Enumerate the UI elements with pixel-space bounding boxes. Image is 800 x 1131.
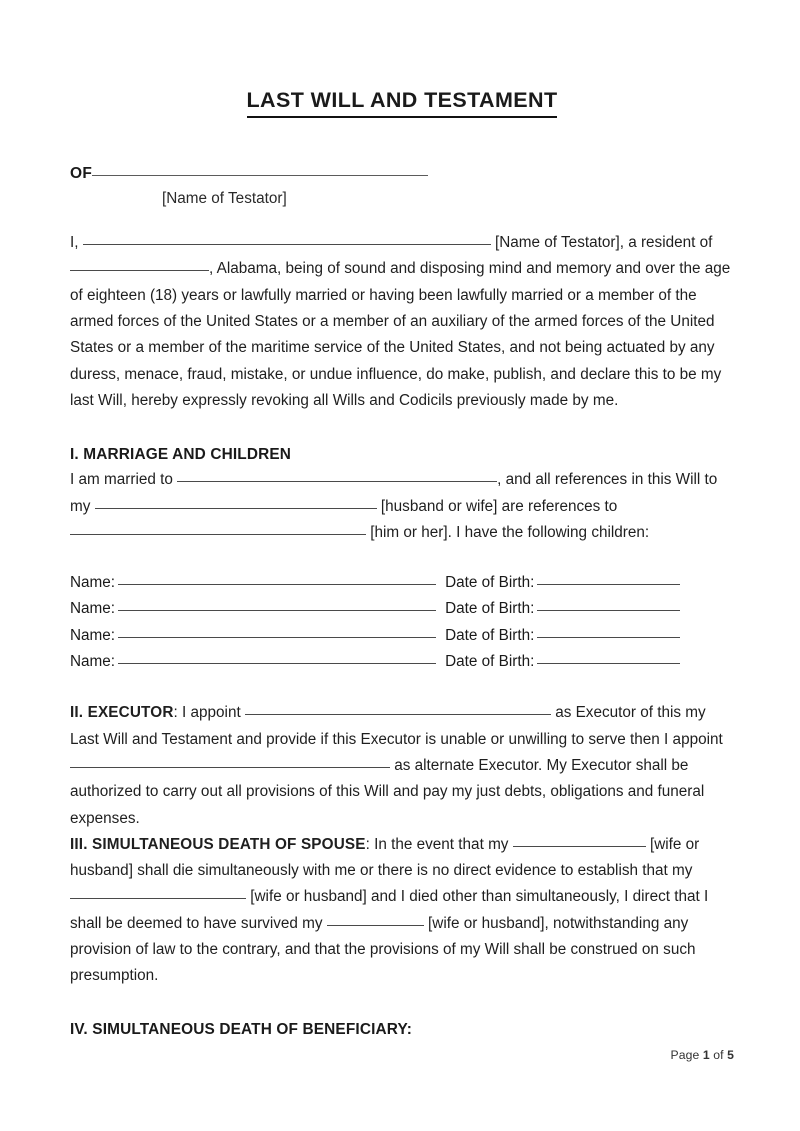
executor-name-blank[interactable]	[245, 701, 551, 715]
intro-part-1: I,	[70, 234, 83, 252]
child-name-label: Name:	[70, 626, 116, 644]
child-name-label: Name:	[70, 574, 116, 592]
section-heading-executor: II. EXECUTOR	[70, 704, 174, 722]
spouse-death-part-1: In the event that my	[374, 835, 513, 853]
spouse-name-blank[interactable]	[177, 468, 497, 482]
child-dob-blank[interactable]	[537, 571, 680, 585]
executor-part-2: as Executor of this my Last Will and Testament and provide if this Executor is unable or unwilling to serve then I appoint	[70, 704, 723, 748]
section-heading-simultaneous-death-of-spouse: III. SIMULTANEOUS DEATH OF SPOUSE	[70, 835, 366, 853]
intro-paragraph	[70, 230, 734, 414]
children-list	[70, 570, 734, 675]
testator-of-row	[70, 164, 734, 183]
footer-prefix: Page	[670, 1048, 703, 1062]
section-heading-marriage-and-children: I. MARRIAGE AND CHILDREN	[70, 446, 292, 464]
marriage-part-3: [husband or wife] are references to	[376, 497, 618, 515]
section-heading-simultaneous-death-of-beneficiary: IV. SIMULTANEOUS DEATH OF BENEFICIARY:	[70, 1020, 413, 1038]
intro-part-2: [Name of Testator], a resident of	[490, 234, 713, 252]
child-name-blank[interactable]	[118, 597, 436, 611]
child-name-blank[interactable]	[118, 571, 436, 585]
marriage-part-4: [him or her]. I have the following children:	[366, 523, 650, 541]
child-name-label: Name:	[70, 653, 116, 671]
child-dob-label: Date of Birth:	[445, 653, 535, 671]
testator-name-blank[interactable]	[92, 175, 428, 176]
intro-part-3: , Alabama, being of sound and disposing mind and memory and over the age of eighteen (18) years or lawfully married or having been lawfully married or a member of the armed forces of the United States or a member of an auxiliary of the armed forces of the United States or a member of the maritime service of the United States, and not being actuated by any duress, menace, fraud, mistake, or undue influence, do make, publish, and declare this to be my last Will, hereby expressly revoking all Wills and Codicils previously made by me.	[70, 260, 731, 409]
executor-part-1: I appoint	[182, 704, 245, 722]
intro-testator-blank[interactable]	[83, 231, 491, 245]
document-content	[70, 88, 734, 1042]
of-caption: [Name of Testator]	[162, 190, 287, 208]
child-row	[70, 623, 734, 649]
child-name-label: Name:	[70, 600, 116, 618]
child-name-blank[interactable]	[118, 650, 436, 664]
executor-part-3: as alternate Executor. My Executor shall be authorized to carry out all provisions of this Will and pay my just debts, obligations and funeral expenses.	[70, 756, 705, 827]
child-name-blank[interactable]	[118, 624, 436, 638]
child-row	[70, 596, 734, 622]
child-dob-blank[interactable]	[537, 624, 680, 638]
footer-middle: of	[709, 1048, 728, 1062]
page-title-text: LAST WILL AND TESTAMENT	[247, 88, 558, 118]
spouse-death-blank-2[interactable]	[70, 885, 246, 899]
page-title	[70, 88, 734, 118]
spouse-relation-blank-1[interactable]	[95, 495, 377, 509]
spouse-death-blank-1[interactable]	[513, 833, 646, 847]
section-executor	[70, 700, 734, 831]
marriage-part-2: , and all references in this Will to my	[70, 471, 718, 515]
executor-heading-suffix: :	[173, 704, 183, 722]
spouse-pronoun-blank[interactable]	[70, 521, 366, 535]
of-label: OF	[70, 164, 93, 182]
spouse-death-heading-suffix: :	[365, 835, 375, 853]
spouse-death-part-3: [wife or husband] and I died other than simultaneously, I direct that I shall be deemed to have survived my	[70, 888, 709, 932]
child-dob-label: Date of Birth:	[445, 626, 535, 644]
spouse-death-part-4: [wife or husband], notwithstanding any provision of law to the contrary, and that the provisions of my Will shall be construed on such presumption.	[70, 914, 696, 985]
footer-total-pages: 5	[727, 1048, 734, 1062]
child-dob-label: Date of Birth:	[445, 600, 535, 618]
marriage-part-1: I am married to	[70, 471, 178, 489]
alternate-executor-name-blank[interactable]	[70, 754, 390, 768]
section-body-marriage-and-children	[70, 467, 734, 546]
section-simultaneous-death-of-spouse	[70, 832, 734, 990]
footer-current-page: 1	[702, 1048, 710, 1062]
intro-residence-blank[interactable]	[70, 257, 209, 271]
spouse-death-blank-3[interactable]	[327, 912, 424, 926]
child-dob-label: Date of Birth:	[445, 574, 535, 592]
spouse-death-part-2: [wife or husband] shall die simultaneously with me or there is no direct evidence to establish that my	[70, 835, 700, 880]
child-dob-blank[interactable]	[537, 650, 680, 664]
child-dob-blank[interactable]	[537, 597, 680, 611]
page-footer	[671, 1048, 734, 1062]
child-row	[70, 570, 734, 596]
child-row	[70, 649, 734, 675]
